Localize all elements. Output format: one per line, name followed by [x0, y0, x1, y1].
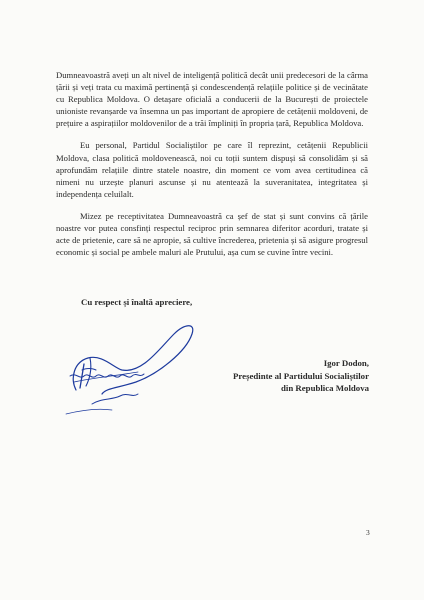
- paragraph-3: Mizez pe receptivitatea Dumneavoastră ca șef de stat și sunt convins că țările noastre vor putea consfinți respectul reciproc prin semnarea diferitor acorduri, tratate și acte de prietenie, care să ne apropie, să cultive încrederea, prietenia și să asigure progresul economic și social pe ambele maluri ale Prutului, așa cum se cuvine între vecini.: [56, 210, 368, 258]
- page-number: 3: [366, 528, 370, 537]
- handwritten-signature: [62, 318, 217, 424]
- letter-body: [56, 69, 368, 268]
- signatory-title-line-2: din Republica Moldova: [281, 383, 369, 394]
- signatory-name: Igor Dodon,: [323, 358, 369, 368]
- paragraph-1: Dumneavoastră aveți un alt nivel de inteligență politică decât unii predecesori de la cârma țării și veți trata cu maximă pertinență și condescendență relațiile politice și de vecinătate cu Republica Moldova. O detașare oficială a conducerii de la București de proiectele unioniste revanșarde va însemna un pas important de apropiere de cetățenii moldoveni, de prețuire a aspirațiilor moldovenilor de a trăi împliniți în propria țară, Republica Moldova.: [56, 70, 368, 129]
- signature-block: [220, 357, 369, 395]
- signatory-title-line-1: Președinte al Partidului Socialiștilor: [233, 370, 369, 381]
- paragraph-2: Eu personal, Partidul Socialiștilor pe care îl reprezint, cetățenii Republicii Moldova, clasa politică moldovenească, noi cu toții suntem dispuși să consolidăm și să aprofundăm relațiile dintre statele noastre, din moment ce vom avea certitudinea că nimeni nu urzește planuri ascunse și nu atentează la suveranitatea, integritatea și independența celuilalt.: [56, 140, 368, 199]
- closing-salutation: Cu respect și înaltă apreciere,: [81, 297, 193, 307]
